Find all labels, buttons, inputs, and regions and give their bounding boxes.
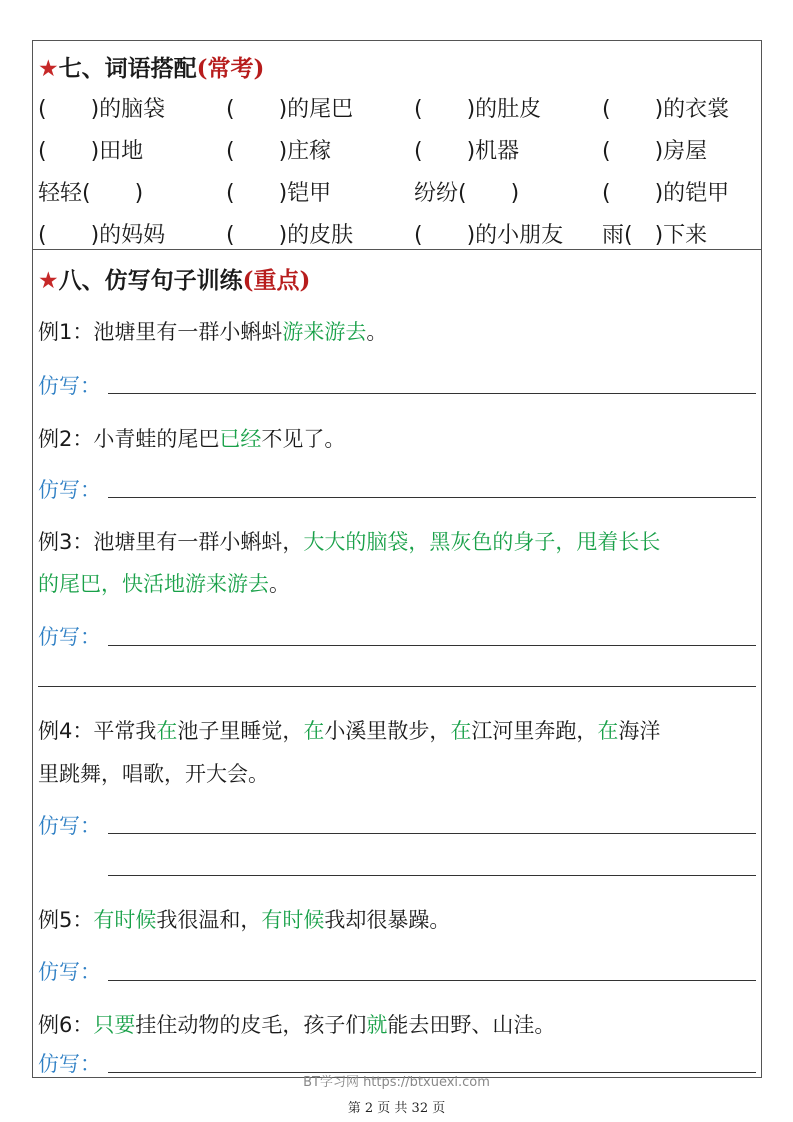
example-highlight: 游来游去 — [282, 320, 367, 344]
answer-line[interactable] — [108, 393, 756, 394]
answer-line[interactable] — [108, 833, 756, 834]
section8-tag: (重点) — [242, 267, 311, 294]
word-item: 雨( )下来 — [602, 223, 708, 248]
fangxie-label: 仿写： — [38, 1052, 101, 1076]
example-highlight: 只要 — [93, 1013, 136, 1037]
example-label: 例4： — [38, 719, 94, 743]
example-label: 例6： — [38, 1013, 94, 1037]
word-item: 轻轻( ) — [38, 181, 144, 206]
example-text: 池子里睡觉， — [177, 719, 304, 743]
example-text: 我很温和， — [156, 908, 262, 932]
page-footer: 第 2 页 共 32 页 — [347, 1101, 446, 1116]
word-row — [38, 134, 758, 168]
example-2 — [38, 423, 345, 453]
star-icon: ★ — [38, 56, 59, 82]
example-3-line1 — [38, 526, 660, 556]
example-text: 里跳舞，唱歌，开大会。 — [38, 762, 269, 786]
example-highlight: 大大的脑袋，黑灰色的身子，甩着长长 — [303, 530, 661, 554]
word-row — [38, 176, 758, 210]
example-text: 平常我 — [93, 719, 157, 743]
section8-heading — [38, 262, 310, 295]
word-item: ( )的尾巴 — [226, 97, 354, 122]
example-text: 能去田野、山洼。 — [387, 1013, 556, 1037]
example-highlight: 在 — [597, 719, 619, 743]
example-label: 例5： — [38, 908, 94, 932]
section7-heading — [38, 50, 264, 83]
word-item: ( )房屋 — [602, 139, 708, 164]
example-text: 小青蛙的尾巴 — [93, 427, 220, 451]
example-text: 不见了。 — [261, 427, 346, 451]
answer-line[interactable] — [108, 980, 756, 981]
word-item: ( )的肚皮 — [414, 97, 542, 122]
fangxie-label: 仿写： — [38, 374, 101, 398]
example-text: 江河里奔跑， — [471, 719, 598, 743]
word-row — [38, 218, 758, 252]
watermark: BT学习网 https://btxuexi.com — [303, 1075, 490, 1090]
word-item: ( )的铠甲 — [602, 181, 730, 206]
example-label: 例1： — [38, 320, 94, 344]
example-label: 例2： — [38, 427, 94, 451]
example-3-line2 — [38, 568, 290, 598]
example-text: 海洋 — [618, 719, 661, 743]
example-1 — [38, 316, 387, 346]
example-highlight: 有时候 — [261, 908, 325, 932]
answer-line[interactable] — [108, 875, 756, 876]
word-item: ( )铠甲 — [226, 181, 332, 206]
example-highlight: 已经 — [219, 427, 262, 451]
example-6 — [38, 1009, 555, 1039]
word-item: ( )的衣裳 — [602, 97, 730, 122]
example-text: 。 — [366, 320, 388, 344]
example-text: 挂住动物的皮毛，孩子们 — [135, 1013, 367, 1037]
example-text: 我却很暴躁。 — [324, 908, 451, 932]
example-highlight: 的尾巴，快活地游来游去 — [38, 572, 269, 596]
fangxie-label: 仿写： — [38, 960, 101, 984]
word-item: ( )的皮肤 — [226, 223, 354, 248]
example-highlight: 就 — [366, 1013, 388, 1037]
fangxie-label: 仿写： — [38, 478, 101, 502]
word-item: ( )的妈妈 — [38, 223, 166, 248]
word-item: ( )的小朋友 — [414, 223, 564, 248]
example-highlight: 在 — [156, 719, 178, 743]
word-item: 纷纷( ) — [414, 181, 520, 206]
fangxie-label: 仿写： — [38, 625, 101, 649]
word-item: ( )庄稼 — [226, 139, 332, 164]
word-row — [38, 92, 758, 126]
example-4-line1 — [38, 715, 660, 745]
example-label: 例3： — [38, 530, 94, 554]
word-item: ( )的脑袋 — [38, 97, 166, 122]
answer-line[interactable] — [108, 645, 756, 646]
example-text: 。 — [269, 572, 290, 596]
example-text: 池塘里有一群小蝌蚪， — [93, 530, 304, 554]
word-item: ( )田地 — [38, 139, 144, 164]
example-text: 小溪里散步， — [324, 719, 451, 743]
section8-title: 八、仿写句子训练 — [58, 267, 243, 294]
fangxie-label: 仿写： — [38, 814, 101, 838]
example-highlight: 在 — [303, 719, 325, 743]
example-highlight: 在 — [450, 719, 472, 743]
word-item: ( )机器 — [414, 139, 520, 164]
section7-title: 七、词语搭配 — [58, 55, 197, 82]
star-icon: ★ — [38, 268, 59, 294]
example-highlight: 有时候 — [93, 908, 157, 932]
example-5 — [38, 904, 450, 934]
section7-tag: (常考) — [196, 55, 265, 82]
answer-line[interactable] — [108, 497, 756, 498]
answer-line[interactable] — [38, 686, 756, 687]
example-text: 池塘里有一群小蝌蚪 — [93, 320, 283, 344]
example-4-line2 — [38, 758, 269, 788]
